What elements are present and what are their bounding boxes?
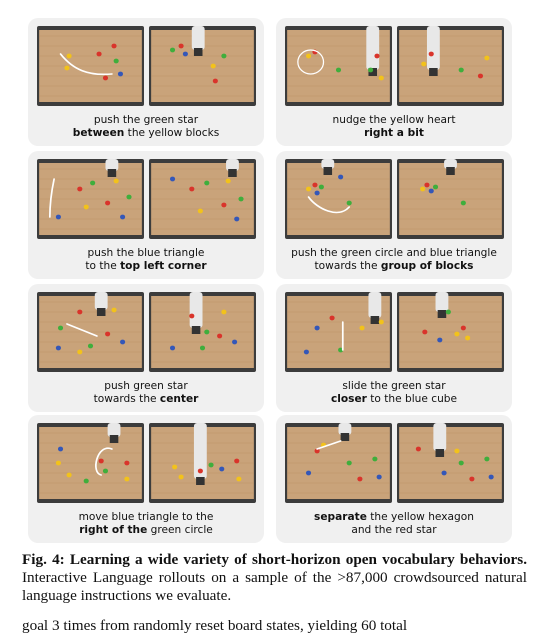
caption-line-2 <box>276 260 512 273</box>
caption-line-1 <box>28 114 264 127</box>
rollout-end-photo <box>397 423 504 503</box>
caption-line-1 <box>276 114 512 127</box>
caption-text: push the green circle and blue triangle <box>291 247 497 259</box>
rollout-start-photo <box>37 292 144 372</box>
caption-text: nudge the yellow heart <box>332 114 456 126</box>
panel-caption <box>276 247 512 273</box>
caption-emphasis: separate <box>314 511 367 523</box>
caption-emphasis: center <box>159 393 199 405</box>
figure-label: Fig. 4: <box>22 551 65 568</box>
caption-emphasis: right of the <box>79 524 148 536</box>
caption-text: towards the <box>93 393 160 405</box>
caption-emphasis: between <box>72 127 125 139</box>
rollout-start-photo <box>285 159 392 239</box>
caption-text: push the green star <box>93 114 199 126</box>
figure-panel <box>28 415 264 543</box>
caption-line-1 <box>276 380 512 393</box>
figure-panel <box>276 151 512 279</box>
panel-caption <box>28 511 264 537</box>
rollout-end-photo <box>397 159 504 239</box>
caption-text: the yellow blocks <box>124 127 220 139</box>
body-text-line: goal 3 times from randomly reset board states, yielding 60 total <box>22 617 408 634</box>
figure-panel <box>276 18 512 146</box>
caption-line-2 <box>28 524 264 537</box>
caption-text: slide the green star <box>342 380 446 392</box>
caption-line-1 <box>28 511 264 524</box>
caption-text: green circle <box>147 524 213 536</box>
rollout-end-photo <box>397 292 504 372</box>
figure-panel <box>276 415 512 543</box>
panel-caption <box>28 380 264 406</box>
rollout-start-photo <box>285 292 392 372</box>
panel-caption <box>276 114 512 140</box>
panel-caption <box>276 511 512 537</box>
caption-line-2 <box>276 127 512 140</box>
figure-panel <box>28 151 264 279</box>
caption-line-2 <box>28 260 264 273</box>
caption-emphasis: closer <box>330 393 367 405</box>
caption-text: the yellow hexagon <box>366 511 474 523</box>
figure-title: Learning a wide variety of short-horizon open vocabulary behaviors. <box>64 551 527 568</box>
caption-line-2 <box>28 127 264 140</box>
caption-text: to the blue cube <box>366 393 458 405</box>
panel-caption <box>28 114 264 140</box>
panel-caption <box>276 380 512 406</box>
figure-panel <box>276 284 512 412</box>
caption-text: push the blue triangle <box>87 247 205 259</box>
caption-text: push green star <box>104 380 188 392</box>
figure-caption <box>22 551 527 605</box>
caption-line-2 <box>276 393 512 406</box>
caption-line-1 <box>276 247 512 260</box>
rollout-start-photo <box>37 423 144 503</box>
rollout-start-photo <box>37 26 144 106</box>
caption-line-1 <box>28 247 264 260</box>
rollout-end-photo <box>149 159 256 239</box>
rollout-end-photo <box>149 423 256 503</box>
rollout-start-photo <box>285 423 392 503</box>
caption-text: to the <box>85 260 121 272</box>
caption-emphasis: right a bit <box>364 127 424 139</box>
rollout-start-photo <box>285 26 392 106</box>
caption-emphasis: top left corner <box>120 260 207 272</box>
caption-line-2 <box>28 393 264 406</box>
caption-line-1 <box>276 511 512 524</box>
caption-emphasis: group of blocks <box>380 260 474 272</box>
figure-panel <box>28 18 264 146</box>
caption-text: and the red star <box>351 524 437 536</box>
rollout-end-photo <box>149 292 256 372</box>
figure-panel <box>28 284 264 412</box>
caption-text: towards the <box>314 260 381 272</box>
caption-line-1 <box>28 380 264 393</box>
rollout-start-photo <box>37 159 144 239</box>
caption-text: move blue triangle to the <box>78 511 214 523</box>
caption-line-2 <box>276 524 512 537</box>
rollout-end-photo <box>149 26 256 106</box>
rollout-end-photo <box>397 26 504 106</box>
panel-caption <box>28 247 264 273</box>
figure-description: Interactive Language rollouts on a sample of the >87,000 crowdsourced natural language instructions we evaluate. <box>22 569 527 604</box>
